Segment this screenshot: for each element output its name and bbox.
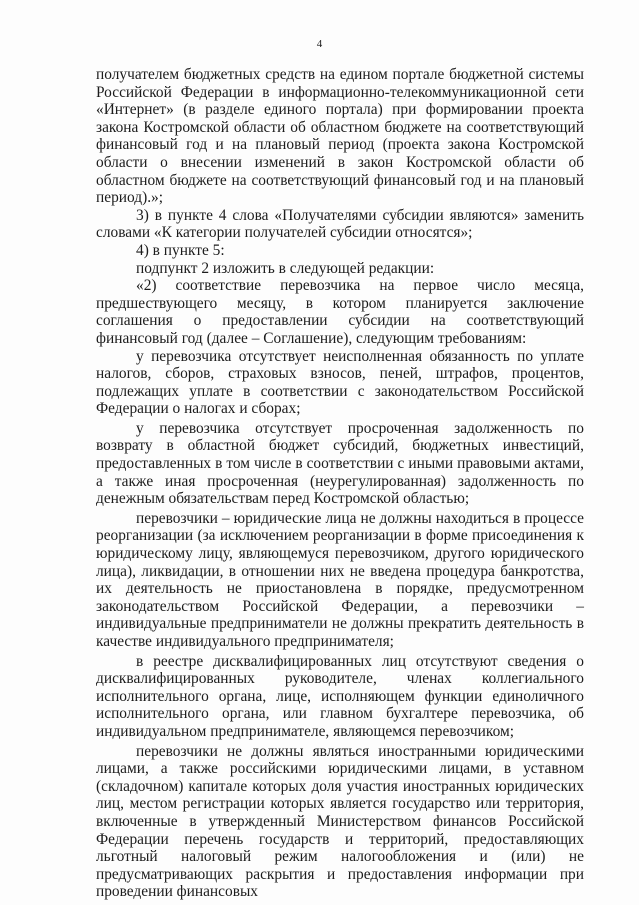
paragraph-3: 4) в пункте 5: — [136, 241, 225, 259]
page-number: 4 — [316, 38, 323, 50]
paragraph-7: у перевозчика отсутствует просроченная задолженность по возврату в областной бюджет субсидий, бюджетных инвестиций, предоставленных в том числе в соответствии с иными правовыми актами, а также иная просроченная (неурегулированная) задолженность по денежным обязательствам перед Костромской областью; — [96, 419, 584, 508]
paragraph-5: «2) соответствие перевозчика на первое число месяца, предшествующего месяцу, в котором планируется заключение соглашения о предоставлении субсидии на соответствующий финансовый год (далее – Соглашение), следующим требованиям: — [96, 277, 584, 347]
paragraph-9: в реестре дисквалифицированных лиц отсутствуют сведения о дисквалифицированных руководителе, членах коллегиального исполнительного органа, лице, исполняющем функции единоличного исполнительного органа, или главном бухгалтере перевозчика, об индивидуальном предпринимателе, являющемся перевозчиком; — [96, 652, 584, 740]
paragraph-1: получателем бюджетных средств на едином портале бюджетной системы Российской Федерации в информационно-телекоммуникационной сети «Интернет» (в разделе единого портала) при формировании проекта закона Костромской области об областном бюджете на соответствующий финансовый год и на плановый период (проекта закона Костромской области о внесении изменений в закон Костромской области об областном бюджете на соответствующий финансовый год и на плановый период).»; — [96, 66, 584, 207]
paragraph-4: подпункт 2 изложить в следующей редакции: — [136, 259, 435, 277]
paragraph-6: у перевозчика отсутствует неисполненная обязанность по уплате налогов, сборов, страховых взносов, пеней, штрафов, процентов, подлежащих уплате в соответствии с законодательством Российской Федерации о налогах и сборах; — [96, 347, 584, 418]
paragraph-2: 3) в пункте 4 слова «Получателями субсидии являются» заменить словами «К категории получателей субсидии относятся»; — [96, 206, 584, 242]
paragraph-8: перевозчики – юридические лица не должны находиться в процессе реорганизации (за исключением реорганизации в форме присоединения к юридическому лицу, являющемуся перевозчиком, другого юридического лица), ликвидации, в отношении них не введена процедура банкротства, их деятельность не приостановлена в порядке, предусмотренном законодательством Российской Федерации, а перевозчики – индивидуальные предприниматели не должны прекратить деятельность в качестве индивидуального предпринимателя; — [96, 509, 584, 650]
paragraph-10: перевозчики не должны являться иностранными юридическими лицами, а также российскими юридическими лицами, в уставном (складочном) капитале которых доля участия иностранных юридических лиц, местом регистрации которых является государство или территория, включенные в утвержденный Министерством финансов Российской Федерации перечень государств и территорий, предоставляющих льготный налоговый режим налогообложения и (или) не предусматривающих раскрытия и предоставления информации при проведении финансовых — [96, 742, 584, 901]
document-body — [96, 66, 584, 901]
